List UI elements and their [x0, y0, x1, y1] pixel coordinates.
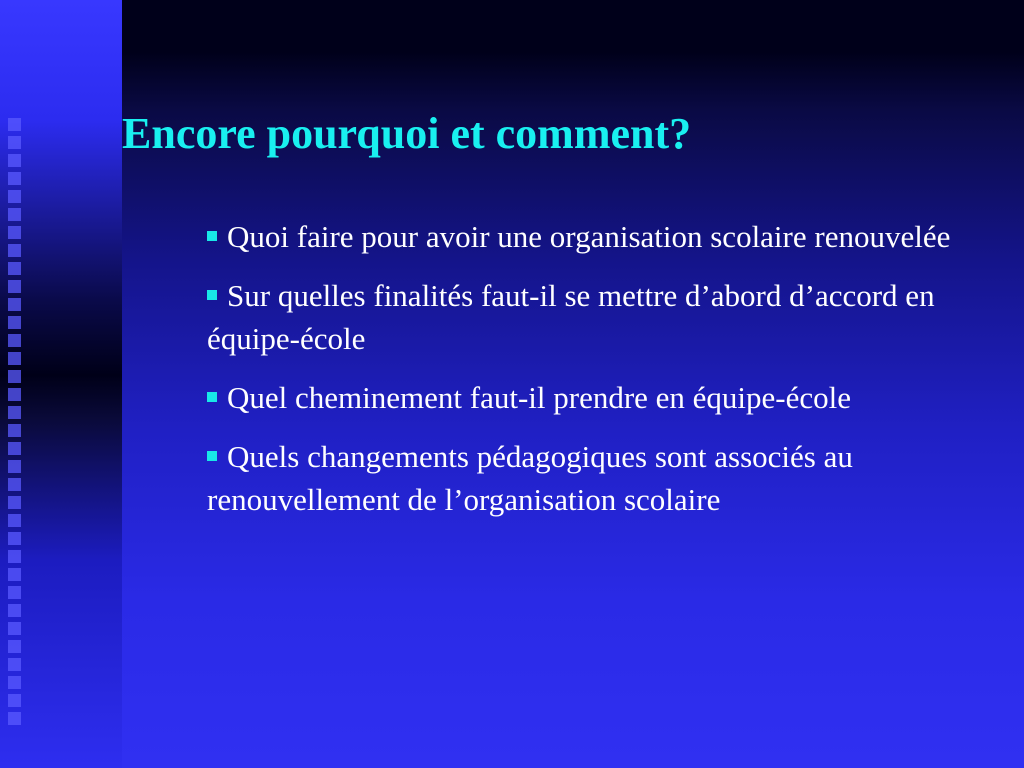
- decorative-square: [8, 190, 21, 203]
- decorative-square: [8, 676, 21, 689]
- bullet-item: [207, 215, 967, 258]
- decorative-square: [8, 622, 21, 635]
- decorative-square: [8, 388, 21, 401]
- decorative-square: [8, 496, 21, 509]
- decorative-square: [8, 460, 21, 473]
- decorative-square: [8, 604, 21, 617]
- decorative-square: [8, 640, 21, 653]
- decorative-square: [8, 568, 21, 581]
- bullet-list: [207, 215, 967, 537]
- decorative-square: [8, 298, 21, 311]
- bullet-item: [207, 274, 967, 360]
- decorative-square: [8, 550, 21, 563]
- bullet-item: [207, 376, 967, 419]
- square-bullet-icon: [207, 451, 217, 461]
- bullet-text: Sur quelles finalités faut-il se mettre d’abord d’accord en équipe-école: [207, 278, 935, 356]
- decorative-square: [8, 262, 21, 275]
- decorative-square: [8, 208, 21, 221]
- decorative-square: [8, 172, 21, 185]
- decorative-square: [8, 316, 21, 329]
- decorative-square: [8, 478, 21, 491]
- decorative-square: [8, 226, 21, 239]
- decorative-squares-column: [8, 118, 26, 730]
- decorative-square: [8, 442, 21, 455]
- bullet-text: Quel cheminement faut-il prendre en équipe-école: [227, 380, 852, 415]
- square-bullet-icon: [207, 290, 217, 300]
- decorative-square: [8, 658, 21, 671]
- slide-title: Encore pourquoi et comment?: [122, 109, 692, 158]
- decorative-square: [8, 532, 21, 545]
- bullet-text: Quels changements pédagogiques sont associés au renouvellement de l’organisation scolaire: [207, 439, 853, 517]
- decorative-square: [8, 370, 21, 383]
- decorative-square: [8, 280, 21, 293]
- decorative-square: [8, 118, 21, 131]
- decorative-square: [8, 694, 21, 707]
- decorative-square: [8, 712, 21, 725]
- square-bullet-icon: [207, 392, 217, 402]
- decorative-square: [8, 586, 21, 599]
- decorative-square: [8, 136, 21, 149]
- square-bullet-icon: [207, 231, 217, 241]
- decorative-square: [8, 406, 21, 419]
- decorative-square: [8, 424, 21, 437]
- decorative-square: [8, 334, 21, 347]
- left-decorative-band: [0, 0, 122, 768]
- decorative-square: [8, 352, 21, 365]
- decorative-square: [8, 244, 21, 257]
- bullet-item: [207, 435, 967, 521]
- decorative-square: [8, 514, 21, 527]
- bullet-text: Quoi faire pour avoir une organisation scolaire renouvelée: [227, 219, 951, 254]
- decorative-square: [8, 154, 21, 167]
